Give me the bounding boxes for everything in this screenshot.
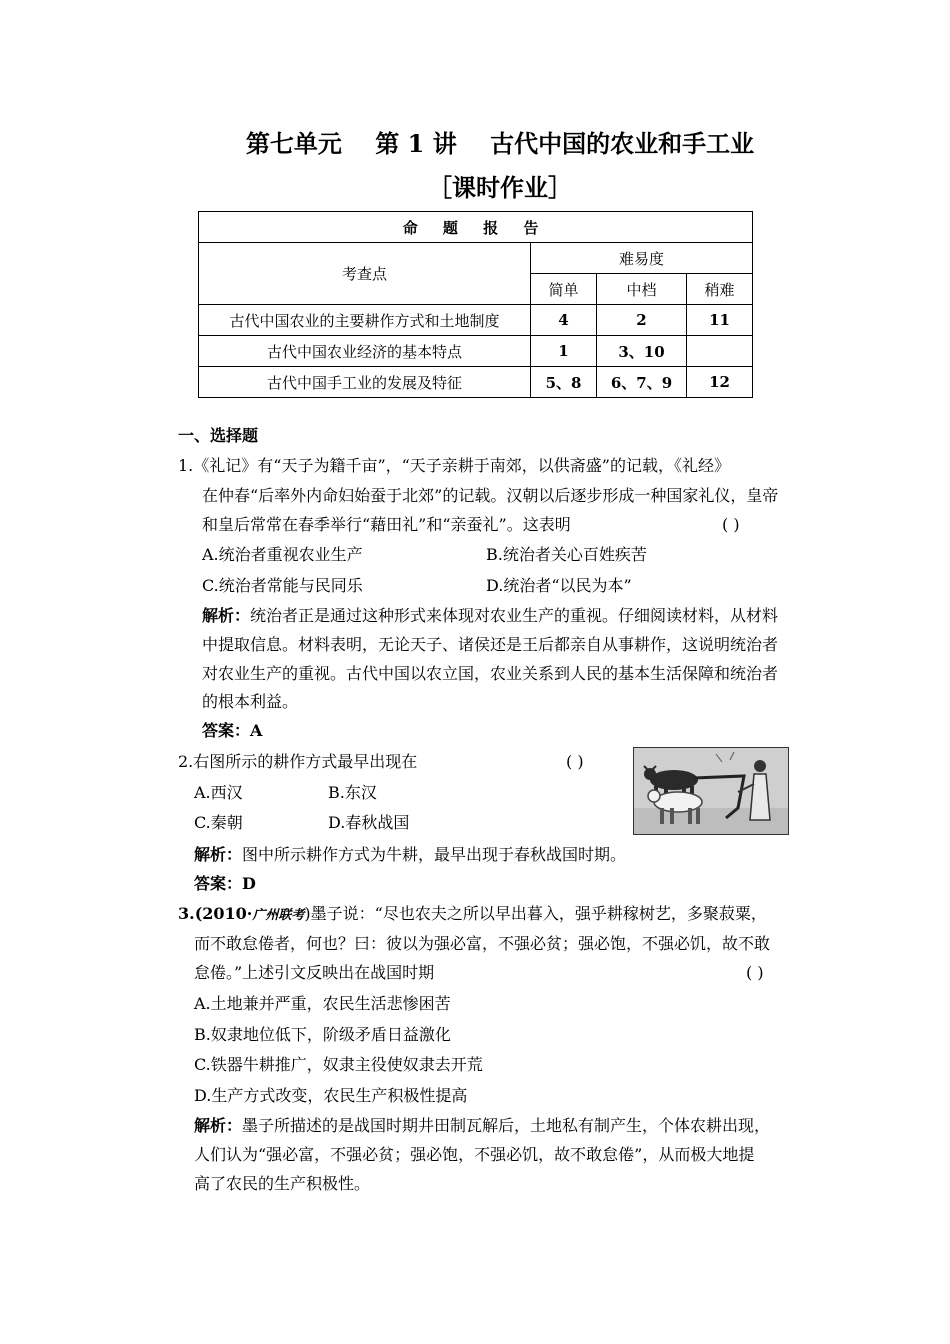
q3-option-a: A.土地兼并严重，农民生活悲惨困苦 (194, 994, 451, 1013)
report-table (198, 211, 753, 398)
q1-line3: 和皇后常常在春季举行“藉田礼”和“亲蚕礼”。这表明 (202, 515, 571, 534)
row-easy: 1 (531, 336, 597, 367)
row-medium: 6、7、9 (597, 367, 687, 398)
ox-plough-illustration (633, 747, 789, 835)
q1-line2: 在仲春“后率外内命妇始蚕于北郊”的记载。汉朝以后逐步形成一种国家礼仪，皇帝 (202, 486, 779, 505)
q1-option-c: C.统治者常能与民同乐 (202, 576, 363, 595)
q3-analysis-line1 (194, 1116, 770, 1136)
q3-prefix: 3.(2010· (178, 904, 253, 923)
level-medium: 中档 (597, 274, 687, 305)
q1-option-a: A.统治者重视农业生产 (202, 545, 363, 564)
q3-option-b: B.奴隶地位低下，阶级矛盾日益激化 (194, 1025, 451, 1044)
analysis-text: 图中所示耕作方式为牛耕，最早出现于春秋战国时期。 (242, 845, 627, 864)
table-row (199, 305, 753, 336)
header-difficulty: 难易度 (531, 243, 753, 274)
q3-line3: 怠倦。”上述引文反映出在战国时期 (194, 963, 435, 982)
analysis-label: 解析： (194, 1116, 243, 1135)
section-heading: 一、选择题 (178, 426, 259, 445)
analysis-label: 解析： (194, 845, 243, 864)
row-easy: 4 (531, 305, 597, 336)
ox-plough-drawing (634, 748, 788, 834)
q3-option-c: C.铁器牛耕推广，奴隶主役使奴隶去开荒 (194, 1055, 483, 1074)
row-point: 古代中国手工业的发展及特征 (199, 367, 531, 398)
level-hard: 稍难 (687, 274, 753, 305)
analysis-text: 统治者正是通过这种形式来体现对农业生产的重视。仔细阅读材料，从材料 (250, 606, 779, 625)
row-easy: 5、8 (531, 367, 597, 398)
header-point: 考查点 (199, 243, 531, 305)
row-hard (687, 336, 753, 367)
q1-answer: 答案：A (202, 721, 263, 740)
page-subtitle: ［课时作业］ (428, 173, 572, 202)
q3-line2: 而不敢怠倦者，何也？曰：彼以为强必富，不强必贫；强必饱，不强必饥，故不敢 (194, 934, 771, 953)
q3-option-d: D.生产方式改变，农民生产积极性提高 (194, 1086, 468, 1105)
row-medium: 3、10 (597, 336, 687, 367)
row-medium: 2 (597, 305, 687, 336)
q2-line1: 2.右图所示的耕作方式最早出现在 (178, 752, 418, 771)
row-hard: 11 (687, 305, 753, 336)
q2-option-d: D.春秋战国 (328, 813, 410, 832)
q1-analysis-line3: 对农业生产的重视。古代中国以农立国，农业关系到人民的基本生活保障和统治者 (202, 664, 779, 683)
analysis-label: 解析： (202, 606, 251, 625)
q3-line1 (178, 904, 767, 926)
q3-answer-paren: ( ) (746, 963, 764, 982)
table-row (199, 367, 753, 398)
row-hard: 12 (687, 367, 753, 398)
q1-analysis-line4: 的根本利益。 (202, 692, 299, 711)
page-title: 第七单元 第 1 讲 古代中国的农业和手工业 (245, 129, 755, 158)
q1-option-b: B.统治者关心百姓疾苦 (486, 545, 647, 564)
report-caption: 命 题 报 告 (199, 212, 753, 243)
q3-analysis-line3: 高了农民的生产积极性。 (194, 1174, 371, 1193)
q3-line1-text: )墨子说：“尽也农夫之所以早出暮入，强乎耕稼树艺，多聚菽粟， (304, 904, 767, 923)
q1-option-d: D.统治者“以民为本” (486, 576, 632, 595)
q2-option-a: A.西汉 (194, 783, 243, 802)
q2-analysis (194, 845, 626, 865)
q1-analysis-line2: 中提取信息。材料表明，无论天子、诸侯还是王后都亲自从事耕作，这说明统治者 (202, 635, 779, 654)
q2-answer-paren: ( ) (566, 752, 584, 771)
q1-answer-paren: ( ) (722, 515, 740, 534)
q1-line1: 1.《礼记》有“天子为籍千亩”，“天子亲耕于南郊，以供斋盛”的记载，《礼经》 (178, 456, 730, 475)
q1-analysis-line1 (202, 606, 778, 626)
q3-source: 广州联考 (252, 908, 305, 923)
q2-option-c: C.秦朝 (194, 813, 243, 832)
q3-analysis-line2: 人们认为“强必富，不强必贫；强必饱，不强必饥，故不敢怠倦”，从而极大地提 (194, 1145, 755, 1164)
row-point: 古代中国农业的主要耕作方式和土地制度 (199, 305, 531, 336)
row-point: 古代中国农业经济的基本特点 (199, 336, 531, 367)
table-row (199, 336, 753, 367)
q2-option-b: B.东汉 (328, 783, 377, 802)
level-easy: 简单 (531, 274, 597, 305)
q2-answer: 答案：D (194, 874, 256, 893)
analysis-text: 墨子所描述的是战国时期井田制瓦解后，土地私有制产生，个体农耕出现， (242, 1116, 771, 1135)
